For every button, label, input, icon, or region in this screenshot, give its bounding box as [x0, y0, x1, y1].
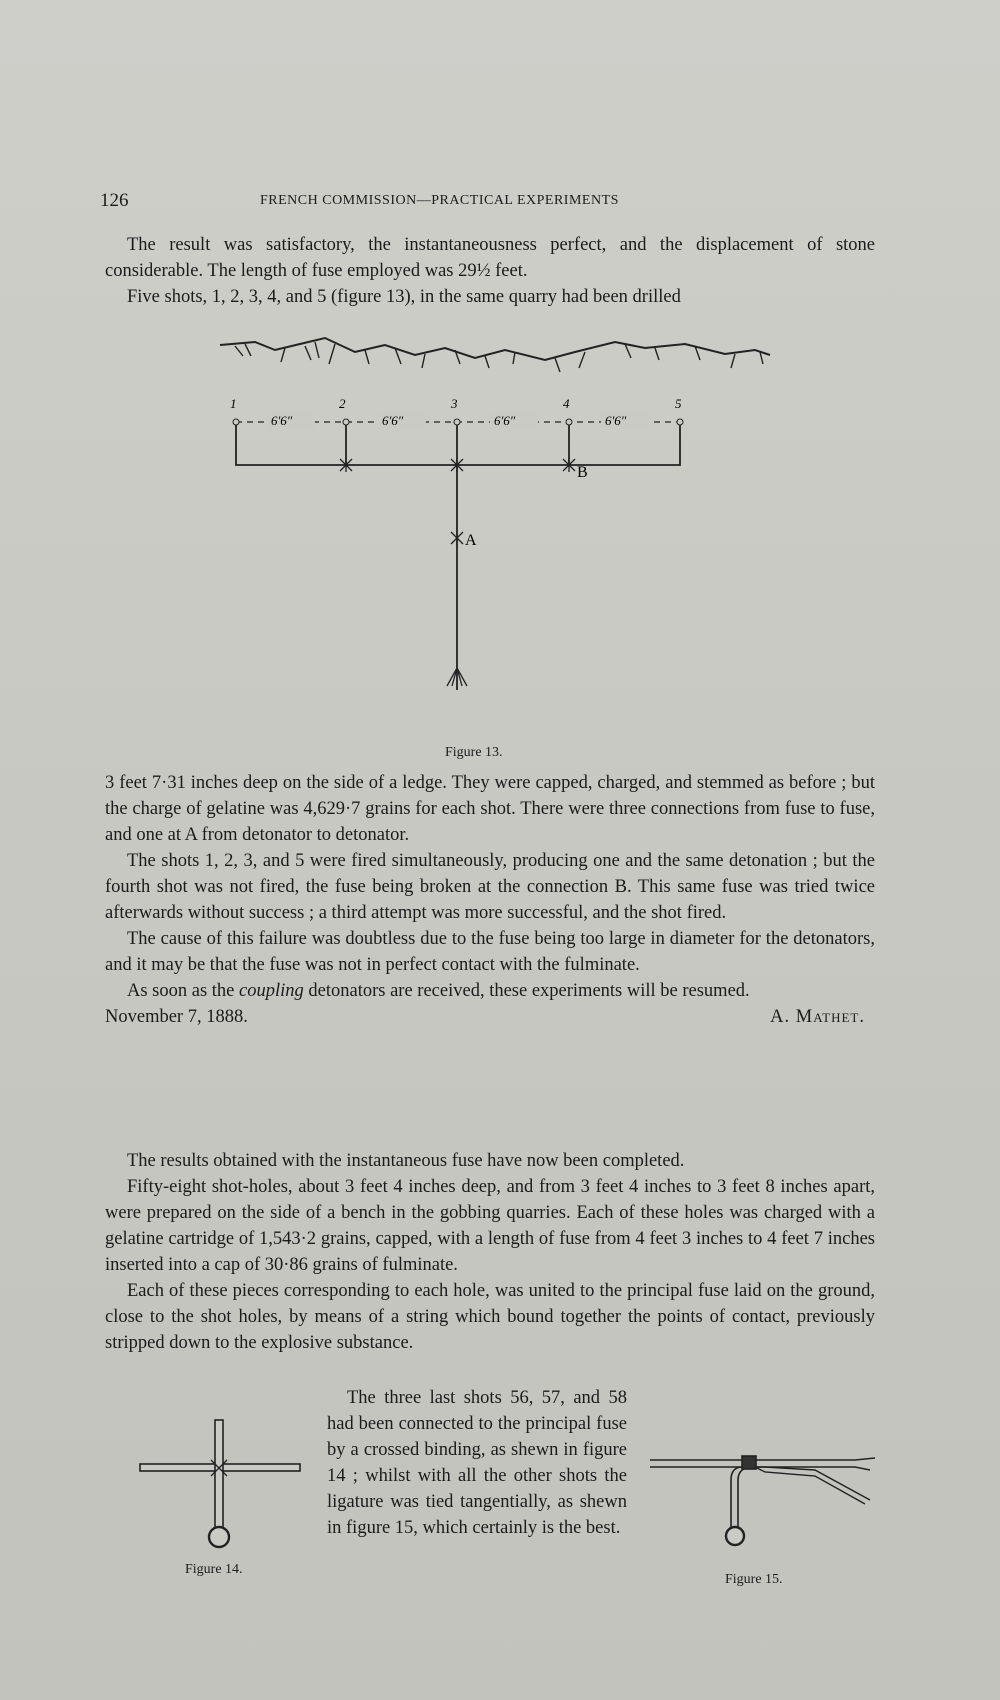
paragraph: The results obtained with the instantaneous fuse have now been completed. [127, 1151, 685, 1171]
signature-date: November 7, 1888. [105, 1007, 248, 1027]
page-number: 126 [100, 190, 129, 211]
shot-label-3: 3 [451, 396, 458, 411]
paragraph: Fifty-eight shot-holes, about 3 feet 4 inches deep, and from 3 feet 4 inches to 3 feet 8 inches apart, were prepared on the side of a bench in the gobbing quarries. Each of these holes was charged with a gelatine cartridge of 1,543·2 grains, capped, with a length of fuse from 4 feet 3 inches to 4 feet 7 inches inserted into a cap of 30·86 grains of fulminate. [105, 1177, 875, 1275]
connection-label-a: A [465, 532, 477, 549]
spacing-label: 6'6" [382, 413, 404, 428]
spacing-label: 6'6" [271, 413, 293, 428]
signature-name: A. Mathet. [770, 1007, 865, 1027]
figure-14-crossed-binding [135, 1410, 305, 1550]
paragraph: The cause of this failure was doubtless due to the fuse being too large in diameter for the detonators, and it may be that the fuse was not in perfect contact with the fulminate. [105, 929, 875, 975]
figure-15-caption: Figure 15. [725, 1572, 783, 1587]
shot-label-1: 1 [230, 396, 237, 411]
italic-term: coupling [239, 981, 304, 1001]
text-block-top [105, 232, 875, 310]
rock-ledge-surface [220, 338, 770, 372]
paragraph: The shots 1, 2, 3, and 5 were fired simultaneously, producing one and the same detonation ; but the fourth shot was not fired, the fuse being broken at the connection B. This same fuse was tried twice afterwards without success ; a third attempt was more successful, and the shot fired. [105, 851, 875, 923]
shot-label-5: 5 [675, 396, 682, 411]
spacing-label: 6'6" [494, 413, 516, 428]
shot-hole [454, 419, 460, 425]
fuse-network [236, 425, 680, 690]
spacing-label: 6'6" [605, 413, 627, 428]
connection-label-b: B [577, 464, 588, 481]
figure-13-diagram [215, 330, 775, 760]
figure-14-caption: Figure 14. [185, 1562, 243, 1577]
text-block-middle [105, 770, 875, 1030]
paragraph-coupling: As soon as the coupling detonators are received, these experiments will be resumed. [127, 981, 750, 1001]
paragraph: 3 feet 7·31 inches deep on the side of a ledge. They were capped, charged, and stemmed as before ; but the charge of gelatine was 4,629·7 grains for each shot. There were three connections from fuse to fuse, and one at A from detonator to detonator. [105, 773, 875, 845]
signature-line [105, 1004, 875, 1030]
shot-label-4: 4 [563, 396, 570, 411]
shot-hole [343, 419, 349, 425]
running-head: FRENCH COMMISSION—PRACTICAL EXPERIMENTS [260, 193, 619, 208]
shot-hole [566, 419, 572, 425]
paragraph: The result was satisfactory, the instantaneousness perfect, and the displacement of stone considerable. The length of fuse employed was 29½ feet. [105, 235, 875, 281]
middle-column-text [327, 1385, 627, 1541]
figure-15-tangential-binding [645, 1440, 885, 1550]
paragraph: Five shots, 1, 2, 3, 4, and 5 (figure 13), in the same quarry had been drilled [127, 287, 681, 307]
shot-hole [677, 419, 683, 425]
paragraph: The three last shots 56, 57, and 58 had been connected to the principal fuse by a crossed binding, as shewn in figure 14 ; whilst with all the other shots the ligature was tied tangentially, as shewn in figure 15, which certainly is the best. [327, 1388, 627, 1538]
figure-13-caption: Figure 13. [445, 745, 503, 760]
shot-label-2: 2 [339, 396, 346, 411]
page-header [100, 190, 880, 212]
text-block-bottom [105, 1148, 875, 1356]
shot-hole-row [230, 396, 683, 429]
shot-hole [233, 419, 239, 425]
paragraph: Each of these pieces corresponding to each hole, was united to the principal fuse laid on the ground, close to the shot holes, by means of a string which bound together the points of contact, previously stripped down to the explosive substance. [105, 1281, 875, 1353]
